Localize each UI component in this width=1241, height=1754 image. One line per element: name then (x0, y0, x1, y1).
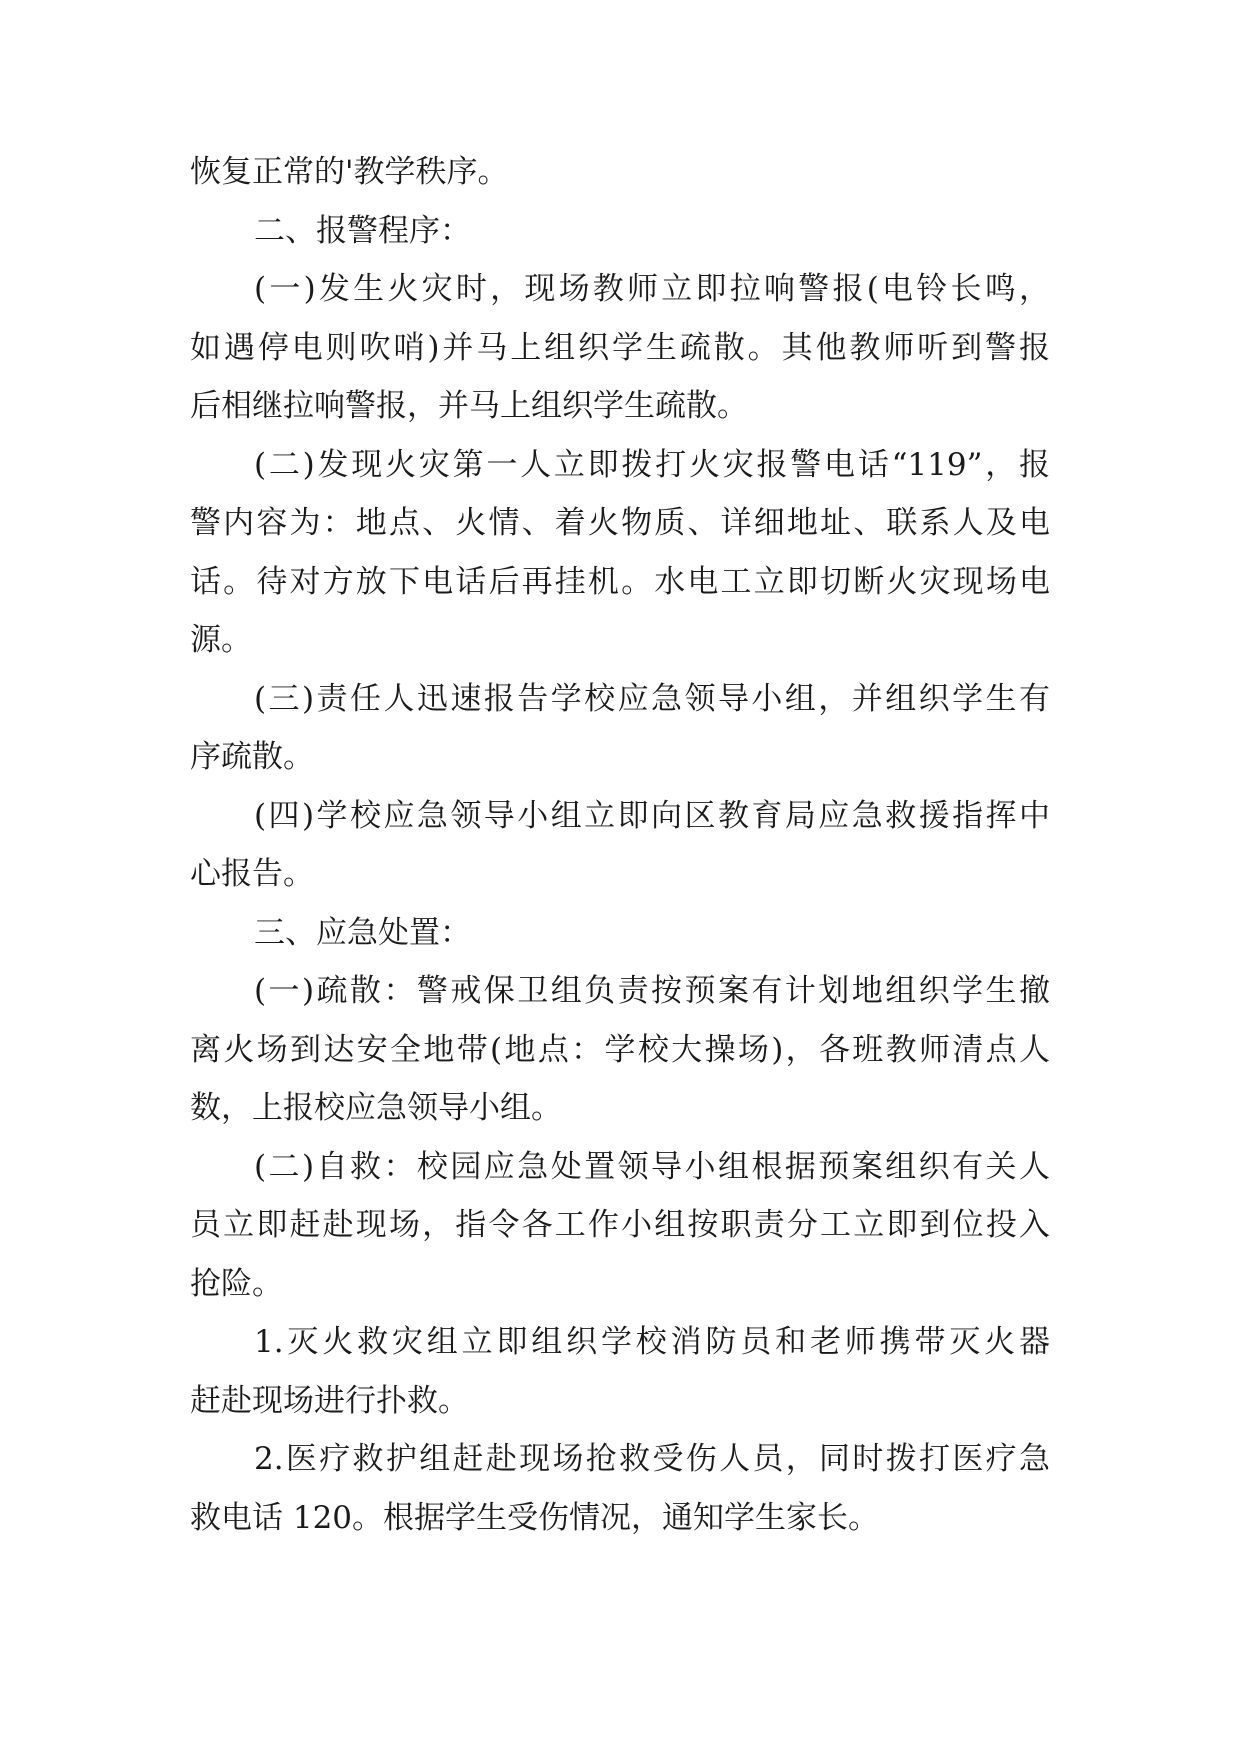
section-heading: 三、应急处置： (254, 915, 471, 951)
text-line: 赶赴现场进行扑救。 (190, 1383, 469, 1419)
text-line: 数，上报校应急领导小组。 (190, 1090, 562, 1126)
section-heading: 二、报警程序： (254, 213, 471, 249)
text-line: 警内容为：地点、火情、着火物质、详细地址、联系人及电 (190, 505, 1050, 541)
text-line: 2.医疗救护组赶赴现场抢救受伤人员，同时拨打医疗急 (254, 1441, 1050, 1477)
text-line: 员立即赶赴现场，指令各工作小组按职责分工立即到位投入 (190, 1207, 1050, 1243)
text-line: (一)疏散：警戒保卫组负责按预案有计划地组织学生撤 (254, 973, 1050, 1009)
text-line: 恢复正常的'教学秩序。 (190, 154, 509, 190)
text-line: 心报告。 (190, 856, 314, 892)
text-line: 抢险。 (190, 1266, 283, 1302)
text-line: (四)学校应急领导小组立即向区教育局应急救援指挥中 (254, 798, 1050, 834)
text-line: (二)自救：校园应急处置领导小组根据预案组织有关人 (254, 1149, 1050, 1185)
text-line: (二)发现火灾第一人立即拨打火灾报警电话“119”，报 (254, 447, 1050, 483)
text-line: 话。待对方放下电话后再挂机。水电工立即切断火灾现场电 (190, 564, 1050, 600)
text-line: 源。 (190, 622, 252, 658)
text-line: 离火场到达安全地带(地点：学校大操场)，各班教师清点人 (190, 1032, 1050, 1068)
text-line: 如遇停电则吹哨)并马上组织学生疏散。其他教师听到警报 (190, 330, 1050, 366)
text-line: 1.灭火救灾组立即组织学校消防员和老师携带灭火器 (254, 1324, 1050, 1360)
text-line: (一)发生火灾时，现场教师立即拉响警报(电铃长鸣， (254, 271, 1050, 307)
text-line: 救电话 120。根据学生受伤情况，通知学生家长。 (190, 1500, 880, 1536)
text-line: 序疏散。 (190, 739, 314, 775)
text-line: 后相继拉响警报，并马上组织学生疏散。 (190, 388, 748, 424)
text-line: (三)责任人迅速报告学校应急领导小组，并组织学生有 (254, 681, 1050, 717)
